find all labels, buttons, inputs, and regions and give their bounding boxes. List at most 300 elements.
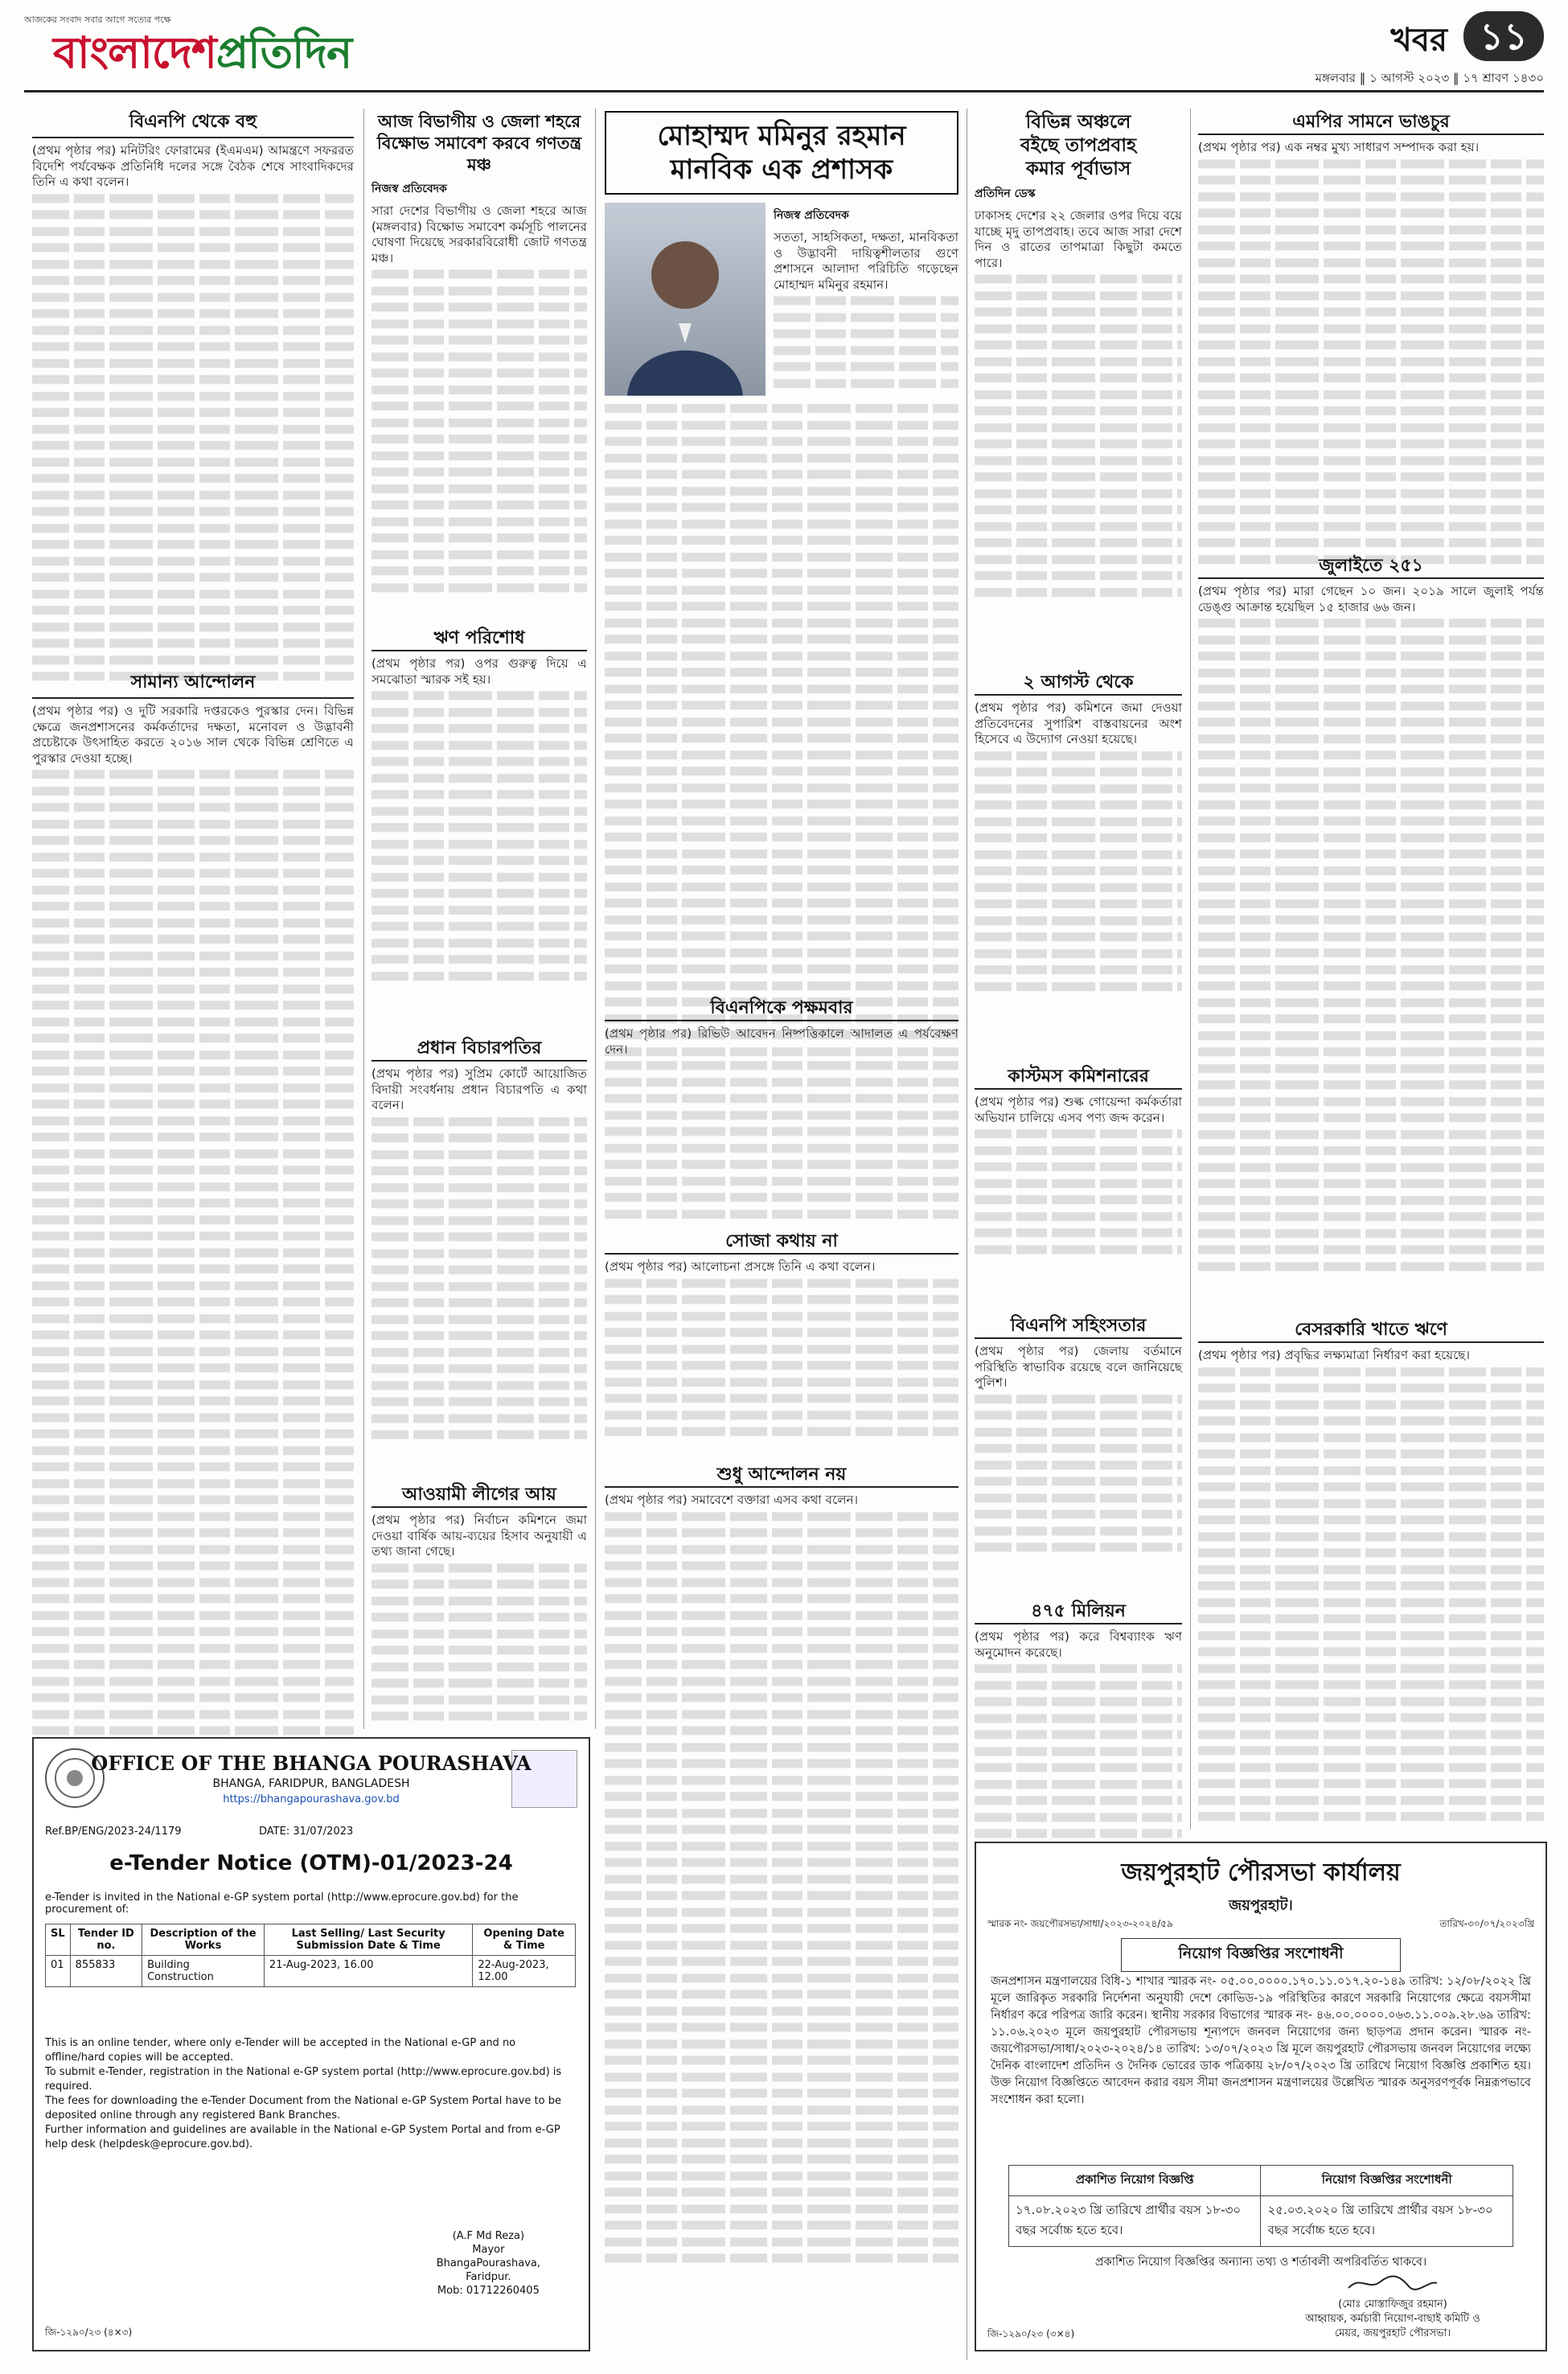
body-text-line bbox=[1198, 1730, 1544, 1739]
body-text-line bbox=[32, 507, 354, 515]
body-text-line bbox=[605, 2072, 958, 2081]
article-july-lead: (প্রথম পৃষ্ঠার পর) মারা গেছেন ১০ জন। ২০১৯ সালে জুলাই পর্যন্ত ডেঙ্গু আক্রান্ত হয়েছিল ১৫ হাজার ৬৬ জন। bbox=[1198, 584, 1544, 614]
body-text-line bbox=[32, 1231, 354, 1240]
article-samanya bbox=[32, 672, 354, 1920]
body-text-line bbox=[32, 1017, 354, 1026]
body-text-line bbox=[605, 733, 958, 742]
body-text-line bbox=[1198, 1779, 1544, 1788]
body-text-line bbox=[32, 326, 354, 335]
tender-title: e-Tender Notice (OTM)-01/2023-24 bbox=[109, 1851, 513, 1875]
tender-date: DATE: 31/07/2023 bbox=[259, 1826, 354, 1838]
body-text-line bbox=[1198, 1047, 1544, 1056]
body-text-line bbox=[32, 227, 354, 236]
body-text-line bbox=[975, 850, 1182, 859]
body-text-line bbox=[605, 1279, 958, 1288]
body-text-line bbox=[605, 503, 958, 511]
body-text-line bbox=[1198, 1697, 1544, 1706]
body-text-line bbox=[605, 981, 958, 990]
body-text-line bbox=[1198, 1113, 1544, 1122]
tender-col-opening: Opening Date & Time bbox=[473, 1924, 576, 1956]
body-text-line bbox=[605, 487, 958, 495]
body-text-line bbox=[371, 451, 587, 460]
body-text-line bbox=[605, 1858, 958, 1867]
article-bnp-pokkho-title: বিএনপিকে পক্ষমবার bbox=[605, 997, 958, 1021]
body-text-line bbox=[32, 1000, 354, 1009]
table-row bbox=[1009, 2196, 1513, 2247]
article-mp-title: এমপির সামনে ভাঙচুর bbox=[1198, 111, 1544, 135]
body-text-line bbox=[975, 1411, 1182, 1419]
tender-signature bbox=[437, 2229, 540, 2298]
body-text-line bbox=[605, 1394, 958, 1403]
body-text-line bbox=[1198, 1499, 1544, 1508]
body-text-line bbox=[605, 2237, 958, 2246]
body-text-line bbox=[32, 573, 354, 581]
notice-joypurhat bbox=[975, 1842, 1547, 2351]
body-text-line bbox=[32, 1611, 354, 1620]
logo-red-text: বাংলাদেশ bbox=[53, 27, 216, 78]
body-text-line bbox=[32, 540, 354, 548]
body-text-line bbox=[32, 1660, 354, 1669]
body-text-line bbox=[371, 335, 587, 344]
article-bichar-body bbox=[371, 1114, 587, 1443]
body-text-line bbox=[605, 1295, 958, 1304]
body-text-line bbox=[605, 1512, 958, 1521]
tender-note: Further information and guidelines are available in the National e-GP System Portal and from e-GP help desk (helpdesk@eprocure.gov.bd). bbox=[45, 2124, 560, 2150]
article-bnp-title: বিএনপি থেকে বহু bbox=[32, 111, 354, 138]
feature-lead: সততা, সাহসিকতা, দক্ষতা, মানবিকতা ও উদ্ভাবনী দায়িত্বশীলতার গুণে প্রশাসনে আলাদা পরিচিতি গড়েছেন মোহাম্মদ মমিনুর রহমান। bbox=[774, 230, 958, 292]
body-text-line bbox=[1198, 1130, 1544, 1139]
body-text-line bbox=[975, 932, 1182, 941]
body-text-line bbox=[605, 1427, 958, 1435]
body-text-line bbox=[605, 1127, 958, 1136]
article-samanya-title: সামান্য আন্দোলন bbox=[32, 672, 354, 699]
tender-website-link[interactable]: https://bhangapourashava.gov.bd bbox=[223, 1793, 400, 1805]
body-text-line bbox=[32, 803, 354, 811]
tender-office-name: OFFICE OF THE BHANGA POURASHAVA bbox=[91, 1752, 532, 1775]
article-bnp-pokkho-body bbox=[605, 1058, 958, 1222]
body-text-line bbox=[371, 1117, 587, 1126]
tender-cell-opening: 22-Aug-2023, 12.00 bbox=[473, 1956, 576, 1987]
body-text-line bbox=[371, 566, 587, 575]
body-text-line bbox=[605, 667, 958, 676]
body-text-line bbox=[32, 1396, 354, 1405]
newspaper-logo[interactable] bbox=[24, 11, 539, 84]
joypurhat-body: জনপ্রশাসন মন্ত্রণালয়ের বিধি-১ শাখার স্মারক নং- ০৫.০০.০০০০.১৭০.১১.০১৭.২০-১৪৯ তারিখ: ১২/০৮/২০২২ খ্রি মূলে জারিকৃত সরকারি নির্দেশনা অনুযায়ী দেশে কোভিড-১৯ পরিস্থিতির কারণে সরকারি নিয়োগের ক্ষেত্রে বয়সসীমা নির্ধারণ করে পরিপত্র জারি করেন। স্থানীয় সরকার বিভাগের স্মারক নং- ৪৬.০০.০০০০.০৬৩.১১.০০৯.২৮.৬৯ তারিখ: ১১.০৬.২০২৩ মূলে জয়পুরহাট পৌরসভায় শূন্যপদে জনবল নিয়োগের জন্য ছাড়পত্র প্রদান করেন। স্মারক নং- জয়পৌরসভা/সাধা/২০২৩-২০২৪/১৪ তারিখ: ১৩/০৭/২০২৩ খ্রি মূলে জয়পুরহাট পৌরসভায় জনবল নিয়োগের লক্ষ্যে দৈনিক বাংলাদেশ প্রতিদিন ও দৈনিক ভোরের ডাক পত্রিকায় ২৮/০৭/২০২৩ খ্রি তারিখে নিয়োগ বিজ্ঞপ্তি প্রকাশিত হয়। উক্ত নিয়োগ বিজ্ঞপ্তিতে আবেদন করার বয়স সীমা জনপ্রশাসন মন্ত্রণালয়ের উল্লেখিত স্মারক অনুসরণপূর্বক নিম্নরূপভাবে সংশোধন করা হলো। bbox=[991, 1975, 1531, 2106]
body-text-line bbox=[975, 1179, 1182, 1188]
body-text-line bbox=[32, 934, 354, 943]
body-text-line bbox=[975, 1813, 1182, 1822]
body-text-line bbox=[1198, 932, 1544, 941]
body-text-line bbox=[371, 484, 587, 493]
tender-sign-title: Mayor bbox=[472, 2244, 505, 2256]
article-weather-title-3: কমার পূর্বাভাস bbox=[1025, 158, 1131, 179]
article-bnp-pokkho bbox=[605, 997, 958, 1222]
body-text-line bbox=[1198, 1664, 1544, 1673]
body-text-line bbox=[371, 1265, 587, 1274]
body-text-line bbox=[1198, 1433, 1544, 1442]
article-biksobh-title: আজ বিভাগীয় ও জেলা শহরে বিক্ষোভ সমাবেশ করবে গণতন্ত্র মঞ্চ bbox=[376, 112, 582, 175]
body-text-line bbox=[371, 269, 587, 278]
body-text-line bbox=[605, 2089, 958, 2097]
tender-col-selling: Last Selling/ Last Security Submission Date & Time bbox=[264, 1924, 472, 1956]
joypurhat-signature bbox=[1272, 2273, 1513, 2341]
joypurhat-sign-role: আহ্বায়ক, কর্মচারী নিয়োগ-বাছাই কমিটি ও bbox=[1305, 2313, 1480, 2325]
body-text-line bbox=[605, 2138, 958, 2147]
body-text-line bbox=[1198, 1212, 1544, 1221]
body-text-line bbox=[605, 1594, 958, 1603]
body-text-line bbox=[975, 472, 1182, 481]
article-weather bbox=[975, 111, 1182, 601]
body-text-line bbox=[975, 883, 1182, 892]
article-weather-body bbox=[975, 271, 1182, 600]
article-weather-title-2: বইছে তাপপ্রবাহ bbox=[1020, 135, 1137, 156]
tender-note: This is an online tender, where only e-Tender will be accepted in the National e-GP and no offline/hard copies will be accepted. bbox=[45, 2037, 516, 2064]
body-text-line bbox=[32, 342, 354, 351]
body-text-line bbox=[32, 1149, 354, 1158]
article-bichar bbox=[371, 1037, 587, 1444]
body-text-line bbox=[1198, 1179, 1544, 1188]
joypurhat-memo: স্মারক নং- জয়পৌরসভা/সাধা/২০২৩-২০২৪/৫৯ bbox=[987, 1918, 1173, 1929]
joypurhat-table-wrap bbox=[1008, 2165, 1513, 2247]
body-text-line bbox=[371, 1596, 587, 1605]
body-text-line bbox=[32, 1446, 354, 1455]
body-text-line bbox=[1198, 324, 1544, 333]
body-text-line bbox=[371, 1199, 587, 1208]
body-text-line bbox=[1198, 899, 1544, 908]
body-text-line bbox=[1198, 1262, 1544, 1271]
body-text-line bbox=[1198, 373, 1544, 382]
joypurhat-title: জয়পুরহাট পৌরসভা কার্যালয় bbox=[1121, 1859, 1401, 1887]
body-text-line bbox=[605, 1809, 958, 1817]
body-text-line bbox=[371, 401, 587, 410]
body-text-line bbox=[605, 1776, 958, 1785]
body-text-line bbox=[605, 1094, 958, 1103]
body-text-line bbox=[975, 423, 1182, 432]
body-text-line bbox=[1198, 635, 1544, 644]
article-feature bbox=[605, 111, 958, 1060]
body-text-line bbox=[1198, 274, 1544, 283]
body-text-line bbox=[1198, 998, 1544, 1007]
body-text-line bbox=[975, 489, 1182, 498]
body-text-line bbox=[371, 1645, 587, 1654]
body-text-line bbox=[32, 392, 354, 400]
body-text-line bbox=[975, 1780, 1182, 1789]
article-sohingsota-body bbox=[975, 1391, 1182, 1555]
body-text-line bbox=[32, 951, 354, 960]
body-text-line bbox=[371, 302, 587, 311]
body-text-line bbox=[371, 1711, 587, 1720]
tender-ref: Ref.BP/ENG/2023-24/1179 bbox=[45, 1826, 182, 1838]
body-text-line bbox=[605, 421, 958, 429]
body-text-line bbox=[32, 276, 354, 285]
body-text-line bbox=[371, 1348, 587, 1357]
body-text-line bbox=[1198, 1229, 1544, 1238]
body-text-line bbox=[1198, 1080, 1544, 1089]
body-text-line bbox=[32, 1297, 354, 1306]
article-rin-lead: (প্রথম পৃষ্ঠার পর) ওপর গুরুত্ব দিয়ে এ সমঝোতা স্মারক সই হয়। bbox=[371, 656, 587, 687]
body-text-line bbox=[371, 286, 587, 295]
body-text-line bbox=[605, 651, 958, 660]
body-text-line bbox=[975, 949, 1182, 958]
body-text-line bbox=[371, 757, 587, 766]
body-text-line bbox=[975, 456, 1182, 465]
body-text-line bbox=[605, 1160, 958, 1169]
body-text-line bbox=[605, 684, 958, 693]
body-text-line bbox=[975, 1129, 1182, 1138]
person-photo-icon bbox=[605, 203, 766, 396]
joypurhat-sign-title: মেয়র, জয়পুরহাট পৌরসভা। bbox=[1334, 2327, 1451, 2339]
body-text-line bbox=[605, 2204, 958, 2213]
joypurhat-notice-title: নিয়োগ বিজ্ঞপ্তির সংশোধনী bbox=[1121, 1938, 1401, 1972]
body-text-line bbox=[371, 1150, 587, 1159]
article-biksobh-body bbox=[371, 266, 587, 595]
body-text-line bbox=[1198, 1598, 1544, 1607]
column-divider bbox=[363, 109, 364, 1729]
body-text-line bbox=[32, 1050, 354, 1059]
body-text-line bbox=[605, 2171, 958, 2180]
body-text-line bbox=[1198, 882, 1544, 891]
body-text-line bbox=[371, 807, 587, 815]
body-text-line bbox=[371, 741, 587, 750]
body-text-line bbox=[605, 1328, 958, 1337]
body-text-line bbox=[32, 1644, 354, 1653]
body-text-line bbox=[975, 800, 1182, 809]
body-text-line bbox=[32, 902, 354, 910]
body-text-line bbox=[605, 1193, 958, 1201]
body-text-line bbox=[32, 1182, 354, 1191]
body-text-line bbox=[1198, 1064, 1544, 1073]
body-text-line bbox=[774, 313, 958, 322]
body-text-line bbox=[975, 291, 1182, 300]
body-text-line bbox=[32, 655, 354, 664]
body-text-line bbox=[1198, 800, 1544, 809]
body-text-line bbox=[975, 1542, 1182, 1551]
body-text-line bbox=[975, 817, 1182, 826]
body-text-line bbox=[1198, 915, 1544, 924]
article-rin bbox=[371, 627, 587, 984]
body-text-line bbox=[605, 1078, 958, 1086]
tender-notice-bhanga bbox=[32, 1737, 590, 2351]
body-text-line bbox=[605, 898, 958, 907]
body-text-line bbox=[32, 606, 354, 614]
body-text-line bbox=[32, 622, 354, 631]
body-text-line bbox=[32, 967, 354, 976]
body-text-line bbox=[975, 1245, 1182, 1254]
body-text-line bbox=[1198, 489, 1544, 498]
body-text-line bbox=[975, 439, 1182, 448]
body-text-line bbox=[975, 916, 1182, 925]
body-text-line bbox=[371, 708, 587, 717]
body-text-line bbox=[774, 296, 958, 305]
article-bichar-lead: (প্রথম পৃষ্ঠার পর) সুপ্রিম কোর্টে আয়োজিত বিদায়ী সংবর্ধনায় প্রধান বিচারপতি এ কথা বলেন। bbox=[371, 1066, 587, 1112]
body-text-line bbox=[32, 1330, 354, 1339]
body-text-line bbox=[605, 865, 958, 874]
body-text-line bbox=[605, 1726, 958, 1735]
column-divider bbox=[1190, 109, 1191, 1830]
body-text-line bbox=[975, 1162, 1182, 1171]
article-besorkari-title: বেসরকারি খাতে ঋণে bbox=[1198, 1319, 1544, 1343]
body-text-line bbox=[975, 555, 1182, 564]
body-text-line bbox=[975, 899, 1182, 908]
joypurhat-sign-name: (মোঃ মোস্তাফিজুর রহমান) bbox=[1338, 2298, 1447, 2310]
body-text-line bbox=[371, 1629, 587, 1638]
body-text-line bbox=[975, 1714, 1182, 1723]
tender-table bbox=[45, 1924, 576, 1987]
body-text-line bbox=[32, 1347, 354, 1356]
body-text-line bbox=[1198, 1631, 1544, 1640]
body-text-line bbox=[605, 1411, 958, 1419]
body-text-line bbox=[1198, 241, 1544, 250]
body-text-line bbox=[371, 517, 587, 526]
body-text-line bbox=[975, 1681, 1182, 1690]
body-text-line bbox=[605, 2154, 958, 2163]
article-rin-title: ঋণ পরিশোধ bbox=[371, 627, 587, 651]
body-text-line bbox=[371, 583, 587, 592]
article-august2-title: ২ আগস্ট থেকে bbox=[975, 672, 1182, 696]
body-text-line bbox=[975, 390, 1182, 399]
article-awami-title: আওয়ামী লীগের আয় bbox=[371, 1484, 587, 1508]
body-text-line bbox=[975, 406, 1182, 415]
body-text-line bbox=[975, 522, 1182, 531]
body-text-line bbox=[605, 1924, 958, 1932]
body-text-line bbox=[605, 2253, 958, 2262]
body-text-line bbox=[371, 1166, 587, 1175]
body-text-line bbox=[975, 1796, 1182, 1805]
body-text-line bbox=[605, 1875, 958, 1883]
body-text-line bbox=[975, 1228, 1182, 1237]
body-text-line bbox=[975, 1394, 1182, 1403]
tender-cell-sl: 01 bbox=[46, 1956, 71, 1987]
body-text-line bbox=[975, 1195, 1182, 1204]
body-text-line bbox=[371, 873, 587, 881]
body-text-line bbox=[371, 368, 587, 377]
body-text-line bbox=[1198, 1245, 1544, 1254]
portrait-photo bbox=[605, 203, 766, 396]
body-text-line bbox=[975, 571, 1182, 580]
body-text-line bbox=[32, 441, 354, 450]
body-text-line bbox=[605, 882, 958, 891]
body-text-line bbox=[975, 1146, 1182, 1155]
body-text-line bbox=[371, 889, 587, 897]
body-text-line bbox=[975, 784, 1182, 793]
body-text-line bbox=[975, 1697, 1182, 1706]
body-text-line bbox=[605, 750, 958, 759]
body-text-line bbox=[1198, 965, 1544, 974]
body-text-line bbox=[1198, 717, 1544, 726]
body-text-line bbox=[32, 1165, 354, 1174]
body-text-line bbox=[1198, 849, 1544, 858]
body-text-line bbox=[371, 1216, 587, 1225]
body-text-line bbox=[1198, 472, 1544, 481]
body-text-line bbox=[605, 569, 958, 577]
tender-sign-name: (A.F Md Reza) bbox=[452, 2230, 525, 2242]
joypurhat-ad-code: জি-১২৯০/২৩ (৩×৪) bbox=[987, 2328, 1075, 2339]
body-text-line bbox=[605, 1990, 958, 1998]
article-andolon-body bbox=[605, 1509, 958, 2266]
body-text-line bbox=[605, 1677, 958, 1686]
body-text-line bbox=[605, 2023, 958, 2031]
body-text-line bbox=[975, 1212, 1182, 1221]
body-text-line bbox=[32, 1462, 354, 1471]
body-text-line bbox=[975, 307, 1182, 316]
body-text-line bbox=[605, 2056, 958, 2064]
body-text-line bbox=[32, 1627, 354, 1636]
body-text-line bbox=[371, 434, 587, 443]
body-text-line bbox=[371, 724, 587, 733]
body-text-line bbox=[605, 1611, 958, 1620]
article-july-body bbox=[1198, 615, 1544, 1274]
body-text-line bbox=[1198, 1031, 1544, 1040]
signature-scribble-icon bbox=[1344, 2273, 1441, 2293]
body-text-line bbox=[605, 1361, 958, 1370]
body-text-line bbox=[605, 964, 958, 973]
body-text-line bbox=[32, 375, 354, 384]
body-text-line bbox=[32, 260, 354, 269]
body-text-line bbox=[32, 1677, 354, 1686]
body-text-line bbox=[975, 1477, 1182, 1485]
body-text-line bbox=[1198, 734, 1544, 743]
page-number-badge: ১১ bbox=[1463, 11, 1544, 61]
article-soja-title: সোজা কথায় না bbox=[605, 1230, 958, 1255]
body-text-line bbox=[32, 557, 354, 565]
body-text-line bbox=[32, 1248, 354, 1257]
body-text-line bbox=[975, 1493, 1182, 1502]
body-text-line bbox=[1198, 1482, 1544, 1491]
body-text-line bbox=[1198, 192, 1544, 201]
body-text-line bbox=[975, 588, 1182, 597]
body-text-line bbox=[1198, 1812, 1544, 1821]
body-text-line bbox=[32, 1198, 354, 1207]
body-text-line bbox=[371, 939, 587, 947]
body-text-line bbox=[32, 1495, 354, 1504]
body-text-line bbox=[32, 1561, 354, 1570]
body-text-line bbox=[975, 1747, 1182, 1756]
tender-col-id: Tender ID no. bbox=[70, 1924, 142, 1956]
article-soja-lead: (প্রথম পৃষ্ঠার পর) আলোচনা প্রসঙ্গে তিনি এ কথা বলেন। bbox=[605, 1259, 876, 1274]
body-text-line bbox=[605, 1941, 958, 1949]
body-text-line bbox=[605, 1561, 958, 1570]
article-andolon bbox=[605, 1464, 958, 2267]
body-text-line bbox=[32, 1132, 354, 1141]
article-soja-body bbox=[605, 1275, 958, 1440]
article-august2-body bbox=[975, 748, 1182, 995]
body-text-line bbox=[1198, 651, 1544, 660]
body-text-line bbox=[32, 1693, 354, 1702]
article-awami-body bbox=[371, 1560, 587, 1724]
body-text-line bbox=[32, 1726, 354, 1735]
body-text-line bbox=[32, 1264, 354, 1273]
body-text-line bbox=[605, 454, 958, 462]
body-text-line bbox=[1198, 357, 1544, 366]
body-text-line bbox=[371, 467, 587, 476]
body-text-line bbox=[605, 2039, 958, 2048]
body-text-line bbox=[1198, 866, 1544, 875]
body-text-line bbox=[32, 836, 354, 844]
body-text-line bbox=[975, 1509, 1182, 1518]
joypurhat-table bbox=[1008, 2165, 1513, 2247]
body-text-line bbox=[371, 1414, 587, 1423]
body-text-line bbox=[1198, 767, 1544, 776]
body-text-line bbox=[605, 404, 958, 413]
body-text-line bbox=[1198, 1097, 1544, 1106]
body-text-line bbox=[1198, 439, 1544, 448]
article-weather-lead: ঢাকাসহ দেশের ২২ জেলার ওপর দিয়ে বয়ে যাচ্ছে মৃদু তাপপ্রবাহ। তবে আজ সারা দেশে দিন ও রাতের তাপমাত্রা কিছুটা কমতে পারে। bbox=[975, 208, 1182, 270]
body-text-line bbox=[371, 1381, 587, 1390]
joypurhat-subtitle: জয়পুরহাট। bbox=[1229, 1897, 1293, 1914]
body-text-line bbox=[605, 783, 958, 792]
body-text-line bbox=[32, 1033, 354, 1042]
body-text-line bbox=[1198, 1196, 1544, 1205]
